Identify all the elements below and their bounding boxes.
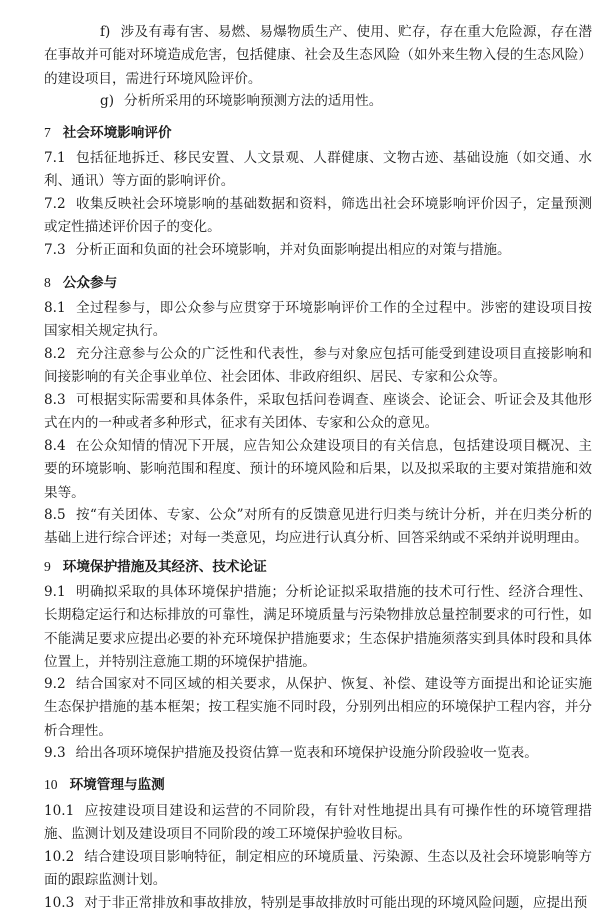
- clause-number: 7.1: [44, 150, 66, 166]
- clause-number: 8.3: [44, 392, 66, 408]
- clause-number: 10.2: [44, 849, 75, 865]
- clause-8-4: [44, 435, 592, 505]
- clause-number: 9.3: [44, 745, 66, 761]
- clause-7-2: [44, 193, 592, 240]
- clause-number: 10.1: [44, 803, 75, 819]
- item-text: 涉及有毒有害、易燃、易爆物质生产、使用、贮存，存在重大危险源，存在潜在事故并可能对环境造成危害，包括健康、社会及生态风险（如外来生物入侵的生态风险）的建设项目，需进行环境风险评价。: [44, 24, 592, 87]
- clause-number: 7.3: [44, 242, 66, 258]
- clause-text: 全过程参与，即公众参与应贯穿于环境影响评价工作的全过程中。涉密的建设项目按国家相关规定执行。: [44, 300, 592, 340]
- clause-number: 8.2: [44, 346, 66, 362]
- list-item-g: [44, 90, 592, 113]
- clause-text: 结合国家对不同区域的相关要求，从保护、恢复、补偿、建设等方面提出和论证实施生态保护措施的基本框架；按工程实施不同时段，分别列出相应的环境保护工程内容，并分析合理性。: [44, 676, 592, 739]
- clause-number: 7.2: [44, 196, 66, 212]
- section-title: 环境保护措施及其经济、技术论证: [62, 559, 267, 575]
- clause-text: 分析正面和负面的社会环境影响，并对负面影响提出相应的对策与措施。: [75, 242, 511, 258]
- section-heading-10: [44, 774, 165, 796]
- clause-8-2: [44, 343, 592, 390]
- section-number: 9: [44, 559, 51, 574]
- item-label: f): [100, 24, 111, 40]
- clause-number: 9.1: [44, 584, 66, 600]
- section-heading-7: [44, 122, 172, 144]
- clause-text: 可根据实际需要和具体条件，采取包括问卷调查、座谈会、论证会、听证会及其他形式在内的一种或者多种形式，征求有关团体、专家和公众的意见。: [44, 392, 592, 432]
- section-heading-9: [44, 556, 267, 578]
- clause-text: 对于非正常排放和事故排放，特别是事故排放时可能出现的环境风险问题，应提出预: [84, 895, 588, 911]
- section-number: 10: [44, 777, 58, 792]
- item-text: 分析所采用的环境影响预测方法的适用性。: [124, 93, 383, 109]
- clause-text: 充分注意参与公众的广泛性和代表性，参与对象应包括可能受到建设项目直接影响和间接影响的有关企事业单位、社会团体、非政府组织、居民、专家和公众等。: [44, 346, 592, 386]
- section-title: 环境管理与监测: [69, 777, 165, 793]
- clause-10-2: [44, 846, 592, 893]
- clause-9-3: [44, 742, 592, 765]
- clause-text: 按“有关团体、专家、公众”对所有的反馈意见进行归类与统计分析，并在归类分析的基础上进行综合评述；对每一类意见，均应进行认真分析、回答采纳或不采纳并说明理由。: [44, 507, 592, 547]
- clause-number: 8.1: [44, 300, 66, 316]
- clause-10-3: [44, 892, 592, 915]
- clause-8-5: [44, 504, 592, 551]
- section-title: 社会环境影响评价: [62, 125, 172, 141]
- clause-10-1: [44, 800, 592, 847]
- clause-number: 8.4: [44, 438, 66, 454]
- section-heading-8: [44, 272, 117, 294]
- clause-8-3: [44, 389, 592, 436]
- section-number: 8: [44, 275, 51, 290]
- section-number: 7: [44, 125, 51, 140]
- item-label: g): [100, 93, 115, 109]
- clause-text: 收集反映社会环境影响的基础数据和资料，筛选出社会环境影响评价因子，定量预测或定性描述评价因子的变化。: [44, 196, 592, 236]
- clause-text: 给出各项环境保护措施及投资估算一览表和环境保护设施分阶段验收一览表。: [75, 745, 538, 761]
- section-title: 公众参与: [62, 275, 118, 291]
- clause-text: 明确拟采取的具体环境保护措施；分析论证拟采取措施的技术可行性、经济合理性、长期稳定运行和达标排放的可靠性，满足环境质量与污染物排放总量控制要求的可行性，如不能满足要求应提出必要的补充环境保护措施要求；生态保护措施须落实到具体时段和具体位置上，并特别注意施工期的环境保护措施。: [44, 584, 592, 671]
- clause-text: 结合建设项目影响特征，制定相应的环境质量、污染源、生态以及社会环境影响等方面的跟踪监测计划。: [44, 849, 592, 889]
- clause-7-1: [44, 147, 592, 194]
- clause-text: 在公众知情的情况下开展，应告知公众建设项目的有关信息，包括建设项目概况、主要的环境影响、影响范围和程度、预计的环境风险和后果，以及拟采取的主要对策措施和效果等。: [44, 438, 592, 501]
- clause-number: 10.3: [44, 895, 75, 911]
- clause-9-1: [44, 581, 592, 675]
- clause-number: 9.2: [44, 676, 66, 692]
- clause-number: 8.5: [44, 507, 66, 523]
- clause-text: 包括征地拆迁、移民安置、人文景观、人群健康、文物古迹、基础设施（如交通、水利、通讯）等方面的影响评价。: [44, 150, 592, 190]
- clause-9-2: [44, 673, 592, 743]
- clause-7-3: [44, 239, 592, 262]
- clause-8-1: [44, 297, 592, 344]
- clause-text: 应按建设项目建设和运营的不同阶段，有针对性地提出具有可操作性的环境管理措施、监测计划及建设项目不同阶段的竣工环境保护验收目标。: [44, 803, 592, 843]
- list-item-f: [44, 21, 592, 91]
